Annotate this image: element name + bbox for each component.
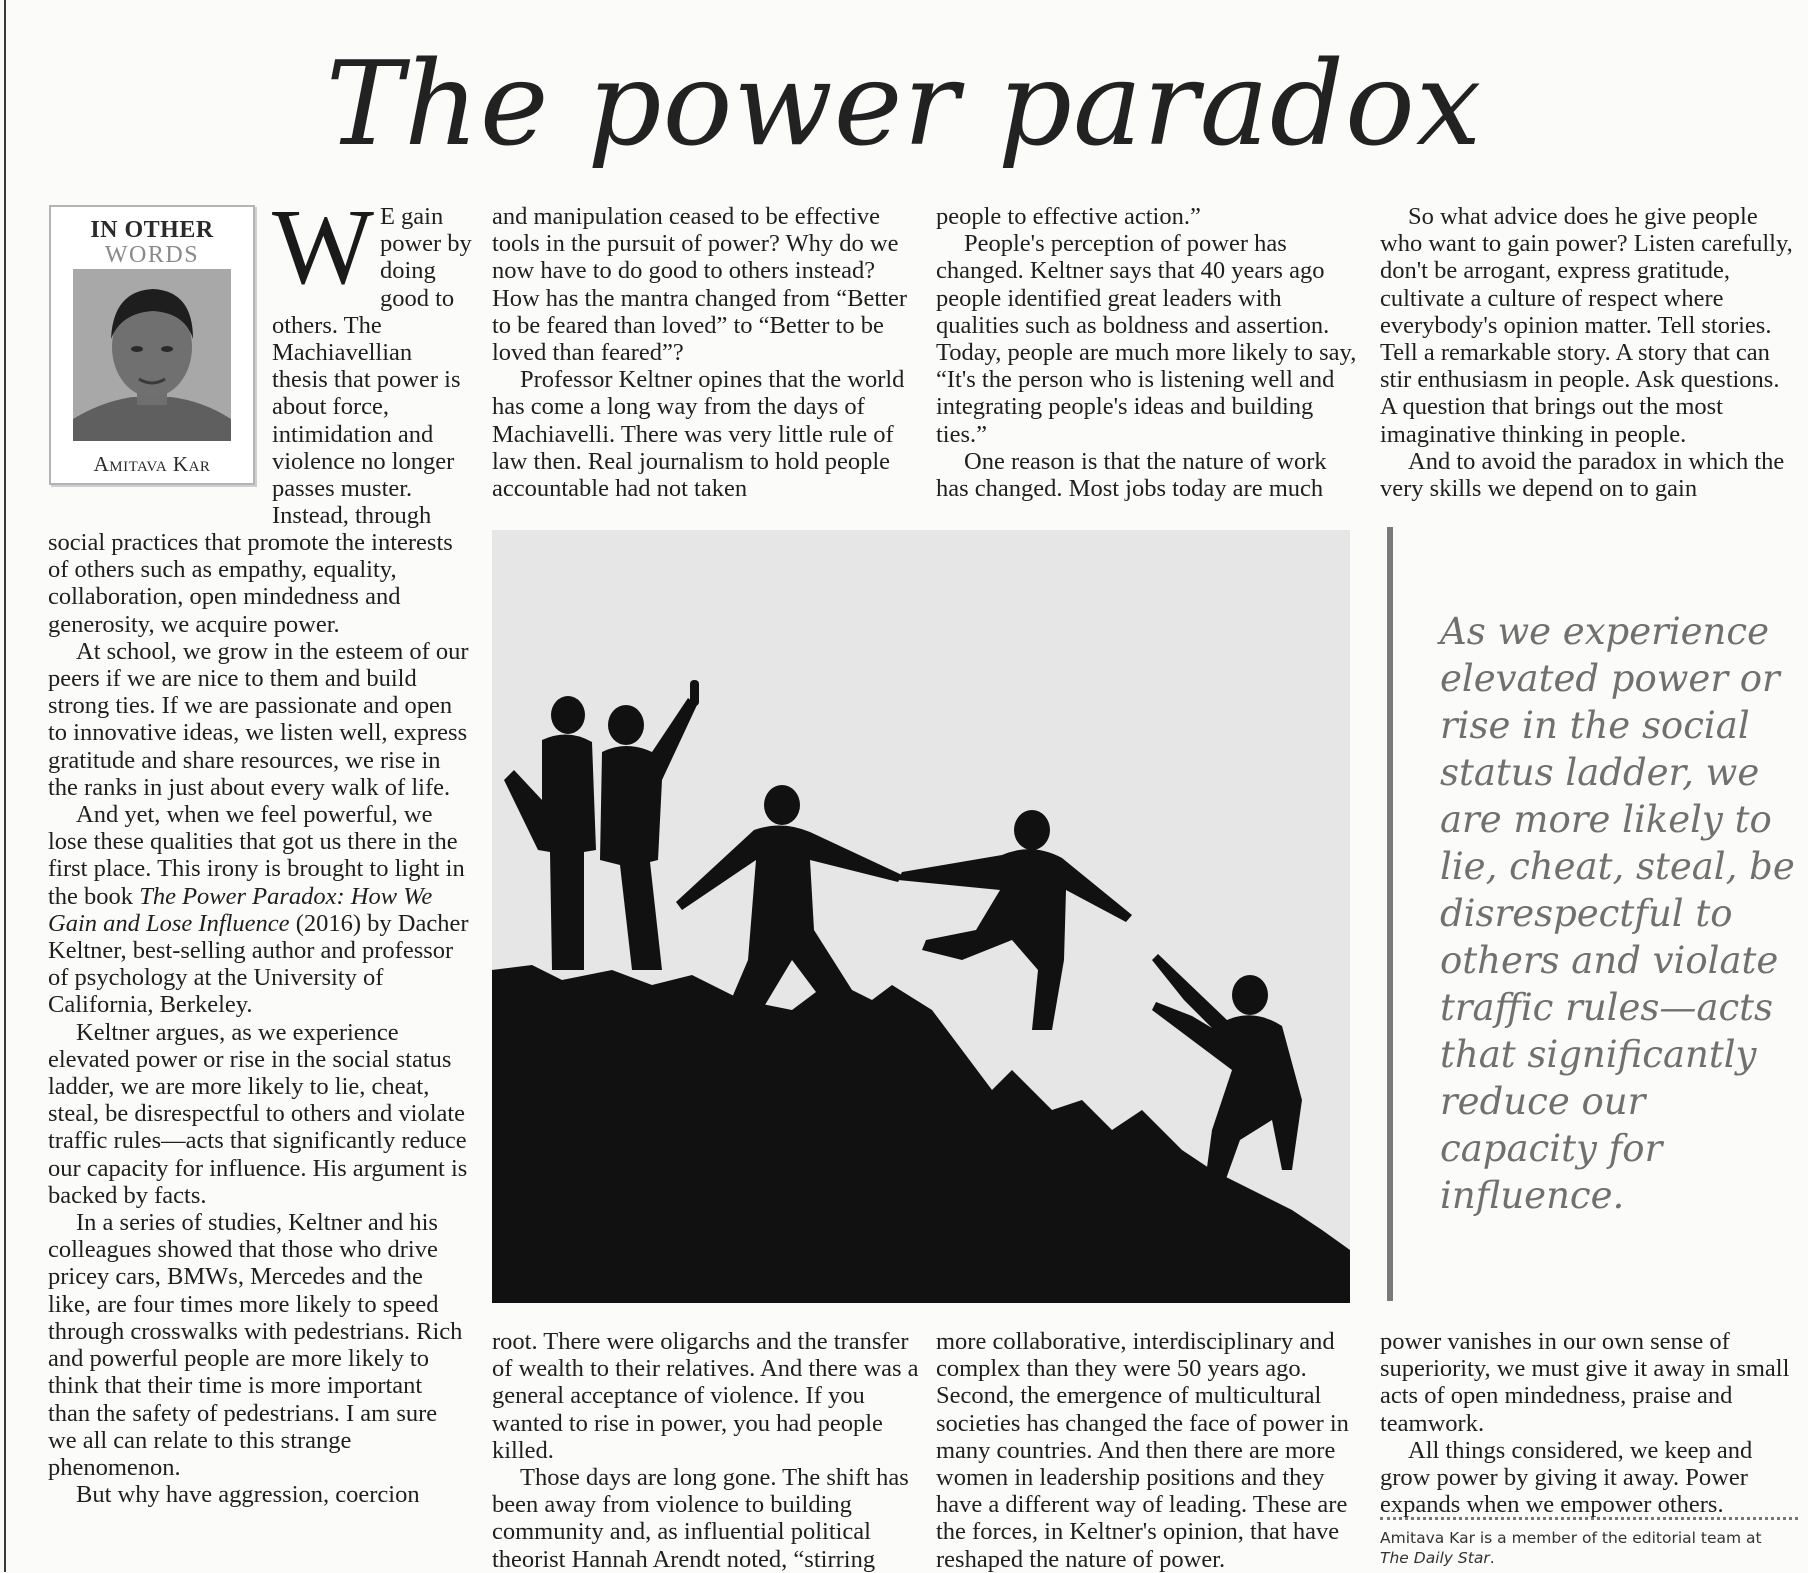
paragraph: But why have aggression, coercion [76,1481,420,1509]
paragraph-text: (2016) by Dacher Keltner, best-selling author and professor of psychology at the University of California, Berkeley. [48,909,469,1019]
column-1-body [48,529,470,1508]
paragraph: In a series of studies, Keltner and his colleagues showed that those who drive pricey cars, BMWs, Mercedes and the like, are four times more likely to speed through crosswalks with pedestrians. Rich and powerful people are more likely to think that their time is more important than the safety of pedestrians. I am sure we all can relate to this strange phenomenon. [48,1209,463,1481]
author-portrait [73,269,231,441]
column-2-bottom [492,1328,922,1573]
headline: The power paradox [325,37,1483,172]
paragraph: people to effective action.” [936,203,1201,230]
paragraph: One reason is that the nature of work has changed. Most jobs today are much [936,447,1327,503]
paragraph: root. There were oligarchs and the transfer of wealth to their relatives. And there was a general acceptance of violence. If you wanted to rise in power, you had people killed. [492,1328,919,1464]
publication-name: The Daily Star [1380,1549,1490,1567]
column-3-bottom [936,1328,1360,1573]
section-label-sub: WORDS [104,242,200,268]
author-name: Amitava Kar [93,452,211,476]
paragraph-text: And yet, when we feel powerful, we lose these qualities that got us there in the first place. This irony is brought to light in the book [48,801,465,910]
column-2-top [492,203,922,502]
footnote-text: Amitava Kar is a member of the editorial team at [1380,1529,1762,1547]
paragraph: power vanishes in our own sense of superiority, we must give it away in small acts of open mindedness, praise and teamwork. [1380,1328,1790,1437]
paragraph: Professor Keltner opines that the world has come a long way from the days of Machiavelli. There was very little rule of law then. Real journalism to hold people accountable had not taken [492,366,905,503]
column-4-bottom [1380,1328,1800,1518]
column-3-top [936,203,1360,502]
footnote-divider [1380,1517,1798,1520]
column-1-intro [272,188,472,530]
byline-box [49,205,255,485]
paragraph: and manipulation ceased to be effective tools in the pursuit of power? Why do we now have to do good to others instead? How has the mantra changed from “Better to be feared than loved” to “Better to be loved than feared”? [492,203,907,367]
book-title: The Power Paradox: How We Gain and Lose Influence [48,882,433,937]
author-footnote: Amitava Kar is a member of the editorial team at The Daily Star. [1380,1529,1762,1567]
paragraph: Those days are long gone. The shift has been away from violence to building community and, as influential political theorist Hannah Arendt noted, “stirring [492,1464,909,1573]
pull-quote: As we experience elevated power or rise in the social status ladder, we are more likely to lie, cheat, steal, be disrespectful to others and violate traffic rules—acts that significantly reduce our capacity for influence. [1440,610,1795,1217]
article-photo [492,530,1350,1303]
climbers-silhouette-illustration [492,530,1350,1303]
paragraph: social practices that promote the interests of others such as empathy, equality, collaboration, open mindedness and generosity, we acquire power. [48,529,453,638]
intro-text: E gain power by doing good to others. The Machiavellian thesis that power is about force, intimidation and violence no longer passes muster. Instead, through [272,203,472,530]
paragraph: At school, we grow in the esteem of our peers if we are nice to them and build strong ties. If we are passionate and open to innovative ideas, we listen well, express gratitude and share resources, we rise in the ranks in just about every walk of life. [48,637,469,801]
paragraph: And to avoid the paradox in which the very skills we depend on to gain [1380,447,1785,503]
section-label: IN OTHER [90,217,214,243]
paragraph: So what advice does he give people who want to gain power? Listen carefully, don't be arrogant, express gratitude, cultivate a culture of respect where everybody's opinion matter. Tell stories. Tell a remarkable story. A story that can stir enthusiasm in people. Ask questions. A question that brings out the most imaginative thinking in people. [1380,203,1793,448]
paragraph: Keltner argues, as we experience elevated power or rise in the social status ladder, we are more likely to lie, cheat, steal, be disrespectful to others and violate traffic rules—acts that significantly reduce our capacity for influence. His argument is backed by facts. [48,1018,468,1209]
column-4-top [1380,203,1800,502]
paragraph [48,801,470,1019]
paragraph: more collaborative, interdisciplinary and complex than they were 50 years ago. Second, the emergence of multicultural societies has changed the face of power in many countries. And then there are more women in leadership positions and they have a different way of leading. These are the forces, in Keltner's opinion, that have reshaped the nature of power. [936,1328,1349,1573]
page-edge-rule [4,0,6,1572]
pull-quote-rule [1387,527,1393,1301]
paragraph: People's perception of power has changed. Keltner says that 40 years ago people identified great leaders with qualities such as boldness and assertion. Today, people are much more likely to say, “It's the person who is listening well and integrating people's ideas and building ties.” [936,230,1357,448]
drop-cap: W [272,188,374,307]
paragraph: All things considered, we keep and grow power by giving it away. Power expands when we empower others. [1380,1436,1753,1519]
author-portrait-image [73,269,231,441]
